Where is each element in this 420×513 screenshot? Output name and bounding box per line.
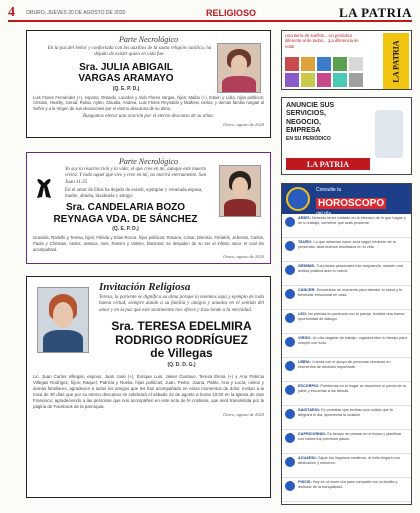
sign-name: LEO: [298,312,308,316]
advertise-line-1: ANUNCIE SUS [286,102,335,109]
sign-reading: Un día cargado de trabajo, organiza bien tu tiempo para cumplir con todo. [298,336,407,345]
sign-name: ACUARIO: [298,456,317,460]
horoscope-title: HOROSCOPO [318,198,385,209]
horoscope-sign [282,454,411,478]
deceased-photo [217,43,261,93]
sign-reading: Lo que deberías hacer será seguir intuición de tu presencia, dará buenos resultados en tu vida. [298,240,396,249]
sign-text [298,216,408,235]
place-date: Oruro, agosto de 2020 [223,121,264,127]
notice-body: Luis Flores Fernández (+), esposo; Orlando, Lourdes y Aldo Flores Vargas, hijos; Maiba (+), Edwin y Lidia, hijos políticos; Cristian, Heartly, Gerad, Rubia, Aylen, Claudia, Andrea, Luis Flores Reynaldo y Mathew, nietos, y demás familia ruegan al Señor y a la Virgen de sus devociones por el eterno descanso de su alma. [33,94,264,111]
horoscope-panel [281,183,412,505]
sign-text [298,360,408,379]
newspaper-brand: LA PATRIA [339,5,412,20]
promo-ad-top [281,30,412,90]
sign-text [298,480,408,499]
horoscope-sign [282,286,411,310]
advertise-line-3: NEGOCIO, [286,118,322,126]
invitation-intro: Teresa, la pariente se dignifica su alma porque la tenemos aquí y ejemplo de toda buena virtud, siempre dando a su familia y amigos y amados en el sentido del amor y en la paz que este sentimiento nos ofrece y trasciende a la eternidad. [99,295,264,313]
advertise-line-5: EN SU PERIÓDICO [286,135,331,142]
sign-reading: Encuentras un momento para atender tu salud y tu bienestar emocional en casa. [298,288,403,297]
advertise-line-4: EMPRESA [286,127,321,135]
notice-intro: En el amor de Dios ha dejado de existir, ejemplar y venerada esposa, madre, abuela, bisabuela y amiga: [65,187,203,199]
invitation-title: Invitación Religiosa [99,281,191,293]
zodiac-sign-icon [285,409,295,419]
religious-invitation [26,276,271,498]
sign-name: CÁNCER: [298,288,316,292]
rip-label: (Q. E. P. D.) [112,85,140,92]
page-date: ORURO, JUEVES 20 DE AGOSTO DE 2020 [26,10,126,16]
horoscope-sign [282,406,411,430]
place-date: Oruro, agosto de 2020 [223,411,264,417]
zodiac-sign-icon [285,265,295,275]
sign-reading: Problemas en el hogar se resuelven si pones de tu parte y escuchas a los demás. [298,384,406,393]
notice-kicker: Parte Necrológico [118,157,179,166]
obituary-notice-1 [26,30,271,138]
zodiac-sign-icon [285,433,295,443]
sign-text [298,240,408,259]
place-date: Oruro, agosto de 2020 [223,254,264,260]
sign-text [298,456,408,475]
horoscope-sign [282,238,411,262]
horoscope-sign [282,334,411,358]
sign-text [298,432,408,451]
deceased-name-line1: Sra. TERESA EDELMIRA [111,318,252,333]
sign-name: CAPRICORNIO: [298,432,327,436]
sign-reading: Es tiempo de pensar en el futuro y planificar con calma tus próximos pasos. [298,432,402,441]
obituary-notice-2 [26,152,271,264]
sign-text [298,336,408,355]
zodiac-sign-icon [285,457,295,467]
sign-text [298,408,408,427]
promo-thumbnails [285,57,377,87]
promo-text: Una tierra de sueños... Un periódico diferente al de todos... ¡La diferencia se nota! [285,33,359,49]
sign-name: ARIES: [298,216,311,220]
horoscope-sign [282,382,411,406]
deceased-name-line2: REYNAGA VDA. DE SÁNCHEZ [53,213,198,225]
sign-text [298,384,408,403]
zodiac-wheel-icon [286,187,310,211]
sign-text [298,312,408,331]
notice-quote: Yo soy la resurrección y la vida; el que cree en mí, aunque esté muerto vivirá. Y todo aquel que vive y cree en mí, no morirá eternamente. San Juan 11:25 [65,167,207,185]
horoscope-kicker: Consulte tu [316,187,342,193]
deceased-name-line1: Sra. CANDELARIA BOZO [65,202,186,214]
sign-reading: Cuenta con el apoyo de personas cercanas en momentos de decisión importante. [298,360,391,369]
notice-closing: Ruegamos elevar una oración por el eterno descanso de su alma. [83,113,214,119]
rip-label: (Q. E. P. D.) [112,226,139,233]
sign-reading: Hoy es un buen día para compartir con la familia y disfrutar de la tranquilidad. [298,480,398,489]
horoscope-sign [282,430,411,454]
sign-reading: Sigue tus impulsos creativos, el éxito llegará con dedicación y esfuerzo. [298,456,400,465]
sign-text [298,264,408,283]
zodiac-sign-icon [285,337,295,347]
deceased-photo [219,165,261,217]
notice-body: Graciela, Rodolfo y Teresa, hijos; Flérida y Elías Rocca, hijos políticos; Rosario, César, Dionisio, Frédérik, Jeferson, Carlos, Paola y Christian, nietos; Jessica, Inés, Ramiro y Valerio, bisnietos; se despiden de su ser al infinito amor, el cual les acompañará. [33,235,264,252]
sign-name: SAGITARIO: [298,408,321,412]
deceased-name-line1: Sra. JULIA ABIGAIL [79,61,173,73]
rip-label: (Q. D. D. G.) [167,362,196,369]
advertise-line-2: SERVICIOS, [286,110,326,118]
mourning-ribbon-icon [35,173,53,199]
sign-reading: Deberás tener cuidado en la elección de lo que hagas y en tu trabajo, conviene que seas prudente. [298,216,406,225]
notice-intro: En la paz del Señor y confortada con los auxilios de la santa religión católica, ha dejado de existir quien en vida fue: [47,46,212,58]
zodiac-sign-icon [285,361,295,371]
sign-name: TAURO: [298,240,313,244]
horoscope-subtitle: del día [316,211,332,217]
zodiac-sign-icon [285,313,295,323]
section-title: RELIGIOSO [206,8,257,18]
horoscope-sign [282,214,411,238]
sign-name: ESCORPIO: [298,384,320,388]
invitation-body: Lic. Juan Carlos Villegas, esposo; Juan José (+), Enrique Luis, Javier Gustavo, Teresa Elena (+) y Ana Patricia Villegas Rodrígez, hijos; Raquel, Patricia y Noelia, hijas políticas; Juan, Pedro, Juana, Pablo, Ana y Lucía, nietos y demás familiares, agradecen a todos los amigos que les han acompañado en estos momentos de dolor. Invitan a la misa de 30 días que por su eterno descanso se celebrará el sábado 22 de agosto a horas 10:00 en la Iglesia de San Francisco; agradeciendo a las personas que nos acompañen en este acto de fe cristiana, que será transmitida por la página de Facebook de la parroquia. [33,374,264,409]
zodiac-sign-icon [285,241,295,251]
zodiac-sign-icon [285,481,295,491]
deceased-name-line3: de Villegas [150,346,213,361]
deceased-name-line2: VARGAS ARAMAYO [78,73,174,84]
page-header [8,6,412,22]
advertise-brand: LA PATRIA [286,158,370,170]
promo-brand: LA PATRIA [383,33,409,89]
sign-text [298,288,408,307]
horoscope-sign [282,358,411,382]
zodiac-sign-icon [285,385,295,395]
sign-name: GÉMINIS: [298,264,316,268]
hand-holding-paper-icon [375,110,403,158]
zodiac-sign-icon [285,217,295,227]
horoscope-header [282,184,411,217]
horoscope-list [282,214,411,502]
horoscope-sign [282,478,411,502]
horoscope-sign [282,310,411,334]
sign-reading: Tus planes personales irán mejorando, mantén una actitud positiva ante lo nuevo. [298,264,403,273]
deceased-name-line2: RODRIGO RODRÍGUEZ [115,332,248,347]
advertise-ad [281,97,412,175]
notice-kicker: Parte Necrológico [118,35,179,44]
page-number: 4 [8,5,15,20]
sign-reading: Es probable que recibas una noticia que te alegrará el día, aprovecha la ocasión. [298,408,394,417]
horoscope-sign [282,262,411,286]
deceased-photo [37,287,89,353]
sign-name: VIRGO: [298,336,312,340]
sign-name: PISCIS: [298,480,312,484]
sign-name: LIBRA: [298,360,311,364]
zodiac-sign-icon [285,289,295,299]
sign-reading: No pierdas la paciencia con tu pareja, tendrás una buena oportunidad de diálogo. [298,312,405,321]
